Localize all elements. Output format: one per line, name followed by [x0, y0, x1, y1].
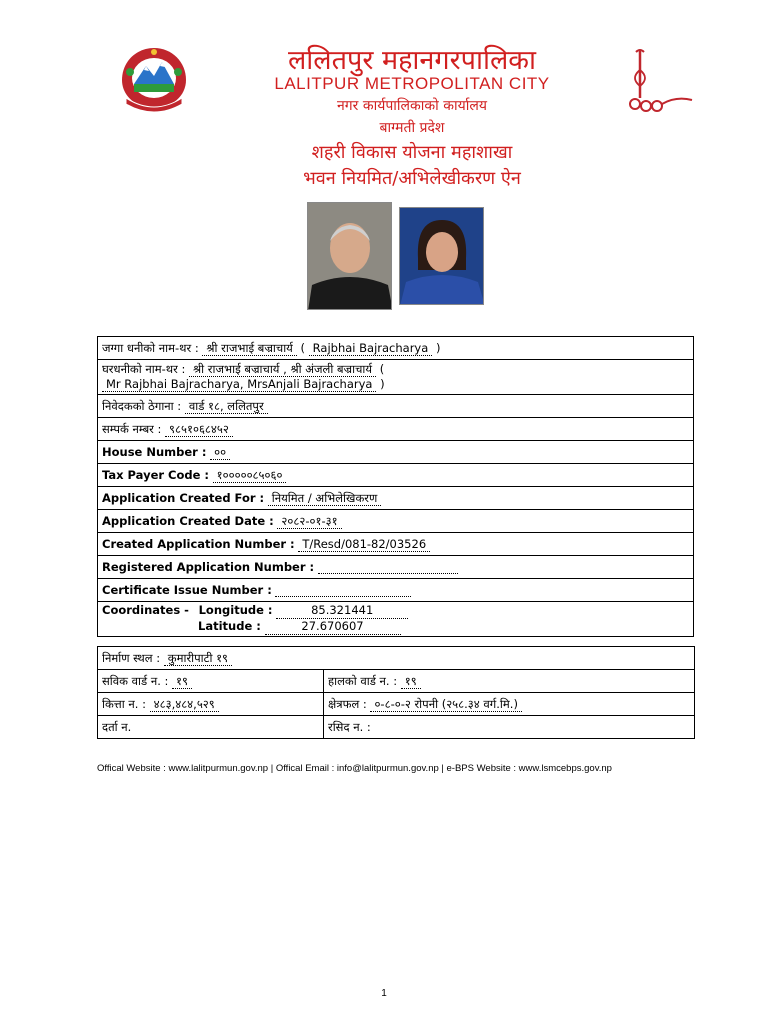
- province-name: बाग्मती प्रदेश: [379, 120, 445, 136]
- receipt-cell: [324, 716, 695, 739]
- house-owner-label: घरधनीको नाम-थर :: [102, 362, 186, 376]
- act-name: भवन नियमित/अभिलेखीकरण ऐन: [303, 168, 521, 189]
- old-ward-cell: [98, 670, 324, 693]
- current-ward-value: १९: [401, 674, 421, 689]
- latitude-label: Latitude :: [198, 619, 261, 633]
- house-owner-value-en: Mr Rajbhai Bajracharya, MrsAnjali Bajracharya: [102, 377, 376, 392]
- reg-cell: [98, 716, 324, 739]
- app-for-label: Application Created For :: [102, 490, 265, 505]
- app-number-value: T/Resd/081-82/03526: [298, 537, 430, 552]
- cert-number-label: Certificate Issue Number :: [102, 583, 272, 597]
- address-cell: [98, 395, 694, 418]
- table-row: [98, 395, 694, 418]
- app-for-cell: [98, 487, 694, 510]
- land-owner-label: जग्गा धनीको नाम-थर :: [102, 340, 199, 355]
- office-name: नगर कार्यपालिकाको कार्यालय: [337, 98, 487, 114]
- address-label: निवेदकको ठेगाना :: [102, 398, 182, 413]
- area-cell: [324, 693, 695, 716]
- reg-number-blank: [318, 563, 458, 574]
- reg-number-label: Registered Application Number :: [102, 560, 315, 574]
- cert-number-cell: [98, 579, 694, 602]
- coordinates-cell: [98, 602, 694, 637]
- land-owner-value-en: Rajbhai Bajracharya: [309, 341, 433, 356]
- area-value: ०-८-०-२ रोपनी (२५८.३४ वर्ग.मि.): [370, 697, 521, 712]
- table-row: [98, 647, 695, 670]
- table-row: [98, 510, 694, 533]
- coordinates-label: Coordinates -: [102, 603, 189, 617]
- app-date-cell: [98, 510, 694, 533]
- contact-label: सम्पर्क नम्बर :: [102, 421, 162, 436]
- house-owner-value-np: श्री राजभाई बज्राचार्य , श्री अंजली बज्राचार्य: [189, 362, 376, 377]
- app-date-label: Application Created Date :: [102, 513, 274, 528]
- table-row: [98, 441, 694, 464]
- table-row: [98, 418, 694, 441]
- kitta-cell: [98, 693, 324, 716]
- house-number-cell: [98, 441, 694, 464]
- longitude-value: 85.321441: [276, 603, 408, 619]
- land-owner-cell: जग्गा धनीको नाम-थर : श्री राजभाई बज्राचार्य ( Rajbhai Bajracharya ): [98, 337, 694, 360]
- cert-number-blank: [275, 586, 411, 597]
- owner-photo-2: [399, 207, 484, 305]
- table-row: [98, 693, 695, 716]
- application-details-table: [97, 336, 694, 637]
- app-number-cell: [98, 533, 694, 556]
- table-row: [98, 579, 694, 602]
- title-english: LALITPUR METROPOLITAN CITY: [274, 74, 550, 93]
- tax-payer-cell: [98, 464, 694, 487]
- reg-number-cell: [98, 556, 694, 579]
- house-owner-cell: घरधनीको नाम-थर : श्री राजभाई बज्राचार्य , श्री अंजली बज्राचार्य ( Mr Rajbhai Bajracharya, MrsAnjali Bajracharya ): [98, 360, 694, 395]
- contact-value: ९८५१०६८४५२: [165, 422, 233, 437]
- division-name: शहरी विकास योजना महाशाखा: [311, 142, 513, 163]
- location-value: कुमारीपाटी १९: [164, 651, 232, 666]
- receipt-label: रसिद न. :: [328, 719, 371, 734]
- old-ward-label: सविक वार्ड न. :: [102, 673, 169, 688]
- table-row: [98, 337, 694, 360]
- longitude-label: Longitude :: [198, 603, 273, 617]
- owner-photo-1: [307, 202, 392, 310]
- old-ward-value: १९: [172, 674, 192, 689]
- app-number-label: Created Application Number :: [102, 537, 295, 551]
- site-details-table: [97, 646, 695, 739]
- house-number-value: ००: [210, 445, 230, 460]
- house-number-label: House Number :: [102, 444, 207, 459]
- app-date-value: २०८२-०१-३१: [277, 514, 341, 529]
- table-row: [98, 360, 694, 395]
- page-number: 1: [381, 988, 387, 999]
- tax-payer-value: १०००००८५०६०: [213, 468, 287, 483]
- area-label: क्षेत्रफल :: [328, 696, 367, 711]
- table-row: [98, 602, 694, 637]
- land-owner-value-np: श्री राजभाई बज्राचार्य: [202, 341, 296, 356]
- kitta-value: ४८३,४८४,५२९: [150, 697, 219, 712]
- location-cell: [98, 647, 695, 670]
- current-ward-cell: [324, 670, 695, 693]
- contact-cell: [98, 418, 694, 441]
- table-row: [98, 487, 694, 510]
- kitta-label: कित्ता न. :: [102, 696, 146, 711]
- app-for-value: नियमित / अभिलेखिकरण: [268, 491, 382, 506]
- table-row: [98, 670, 695, 693]
- table-row: [98, 533, 694, 556]
- current-ward-label: हालको वार्ड न. :: [328, 673, 398, 688]
- table-row: [98, 464, 694, 487]
- latitude-value: 27.670607: [265, 619, 401, 635]
- address-value: वार्ड १८, ललितपुर: [185, 399, 268, 414]
- title-nepali: ललितपुर महानगरपालिका: [287, 45, 537, 76]
- tax-payer-label: Tax Payer Code :: [102, 467, 210, 482]
- location-label: निर्माण स्थल :: [102, 650, 161, 665]
- table-row: [98, 716, 695, 739]
- footer-links: Offical Website : www.lalitpurmun.gov.np | Offical Email : info@lalitpurmun.gov.np | e-BPS Website : www.lsmcebps.gov.np: [97, 763, 612, 774]
- table-row: [98, 556, 694, 579]
- reg-label: दर्ता न.: [102, 719, 132, 734]
